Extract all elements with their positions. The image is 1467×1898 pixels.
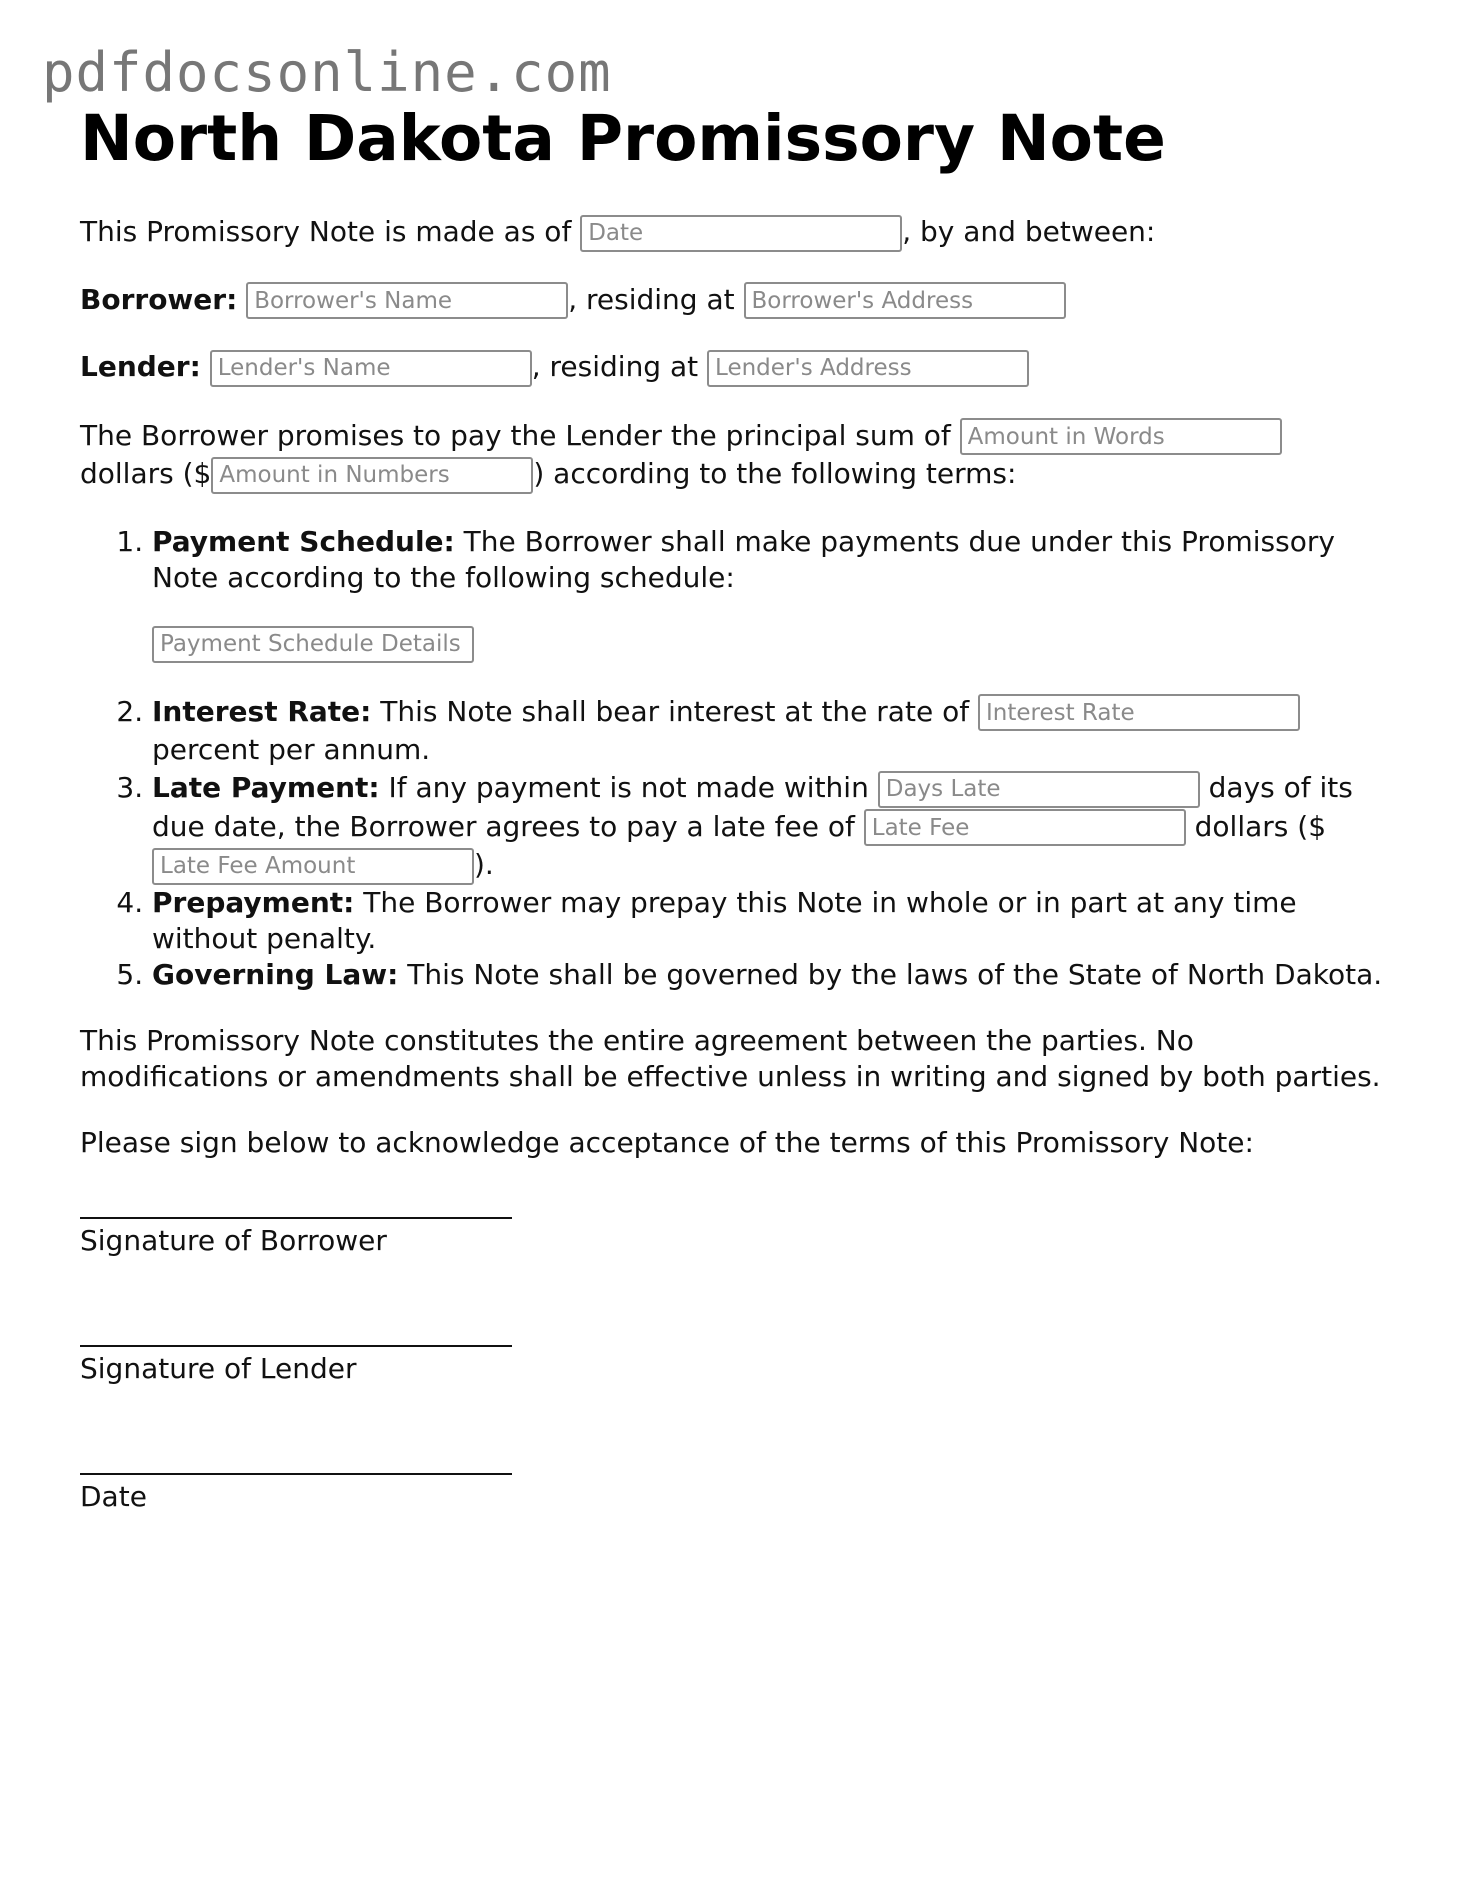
date-signature-line[interactable] [80, 1447, 512, 1475]
lender-signature-label: Signature of Lender [80, 1351, 357, 1385]
principal-suffix: ) according to the following terms: [533, 457, 1017, 490]
sign-prompt: Please sign below to acknowledge acceptance of the terms of this Promissory Note: [80, 1125, 1254, 1159]
term-text: The Borrower shall make payments due under this Promissory Note according to the following schedule: [152, 524, 1335, 594]
term-heading: Interest Rate: [152, 694, 372, 728]
term-text-2: days of its due date, the Borrower agrees to pay a late fee of [152, 771, 1353, 843]
term-text-3: dollars ($ [1194, 809, 1327, 843]
term-heading: Governing Law: [152, 957, 399, 991]
lender-label: Lender: [80, 350, 201, 383]
lender-residing-text: , residing at [531, 350, 699, 383]
signature-block [80, 1191, 1390, 1515]
term-text: The Borrower may prepay this Note in whole or in part at any time without penalty. [152, 885, 1297, 955]
principal-paragraph [80, 417, 1390, 494]
intro-suffix: , by and between: [902, 215, 1156, 248]
borrower-address-input[interactable] [744, 282, 1066, 319]
days-late-input[interactable] [878, 771, 1200, 808]
lender-address-input[interactable] [707, 350, 1029, 387]
term-late-payment [152, 769, 1390, 885]
term-text: This Note shall be governed by the laws of the State of North Dakota. [398, 957, 1383, 991]
date-input[interactable] [580, 215, 902, 252]
term-interest-rate [152, 693, 1390, 770]
amount-words-input[interactable] [960, 418, 1282, 455]
term-heading: Payment Schedule: [152, 524, 455, 558]
date-signature-label: Date [80, 1479, 147, 1513]
late-fee-input[interactable] [864, 809, 1186, 846]
borrower-residing-text: , residing at [568, 282, 735, 316]
borrower-label: Borrower: [80, 282, 238, 316]
lender-signature-line[interactable] [80, 1319, 512, 1347]
term-prepayment [152, 885, 1390, 957]
principal-dollars-text: dollars ($ [80, 457, 212, 490]
term-governing-law [152, 957, 1390, 993]
document-page [80, 102, 1390, 1515]
late-fee-amount-input[interactable] [152, 848, 474, 885]
intro-paragraph [80, 214, 1390, 252]
term-payment-schedule [152, 524, 1390, 693]
watermark: pdfdocsonline.com [42, 41, 612, 104]
interest-rate-input[interactable] [978, 694, 1300, 731]
amount-numbers-input[interactable] [211, 457, 533, 494]
intro-prefix: This Promissory Note is made as of [80, 215, 572, 248]
entire-agreement-paragraph: This Promissory Note constitutes the entire agreement between the parties. No modifications or amendments shall be effective unless in writing and signed by both parties. [80, 1023, 1381, 1093]
term-heading: Prepayment: [152, 885, 355, 919]
lender-paragraph [80, 349, 1390, 387]
principal-prefix: The Borrower promises to pay the Lender the principal sum of [80, 418, 951, 452]
term-after-text: percent per annum. [152, 733, 431, 766]
lender-name-input[interactable] [210, 350, 532, 387]
term-heading: Late Payment: [152, 771, 380, 804]
payment-schedule-input[interactable] [152, 626, 474, 663]
borrower-signature-line[interactable] [80, 1191, 512, 1219]
term-text: This Note shall bear interest at the rate of [371, 694, 970, 728]
term-text-4: ). [474, 848, 494, 881]
borrower-signature-label: Signature of Borrower [80, 1223, 387, 1257]
term-text: If any payment is not made within [379, 771, 869, 804]
terms-list [80, 524, 1390, 993]
borrower-name-input[interactable] [246, 282, 568, 319]
borrower-paragraph [80, 282, 1390, 320]
document-title: North Dakota Promissory Note [80, 102, 1166, 175]
